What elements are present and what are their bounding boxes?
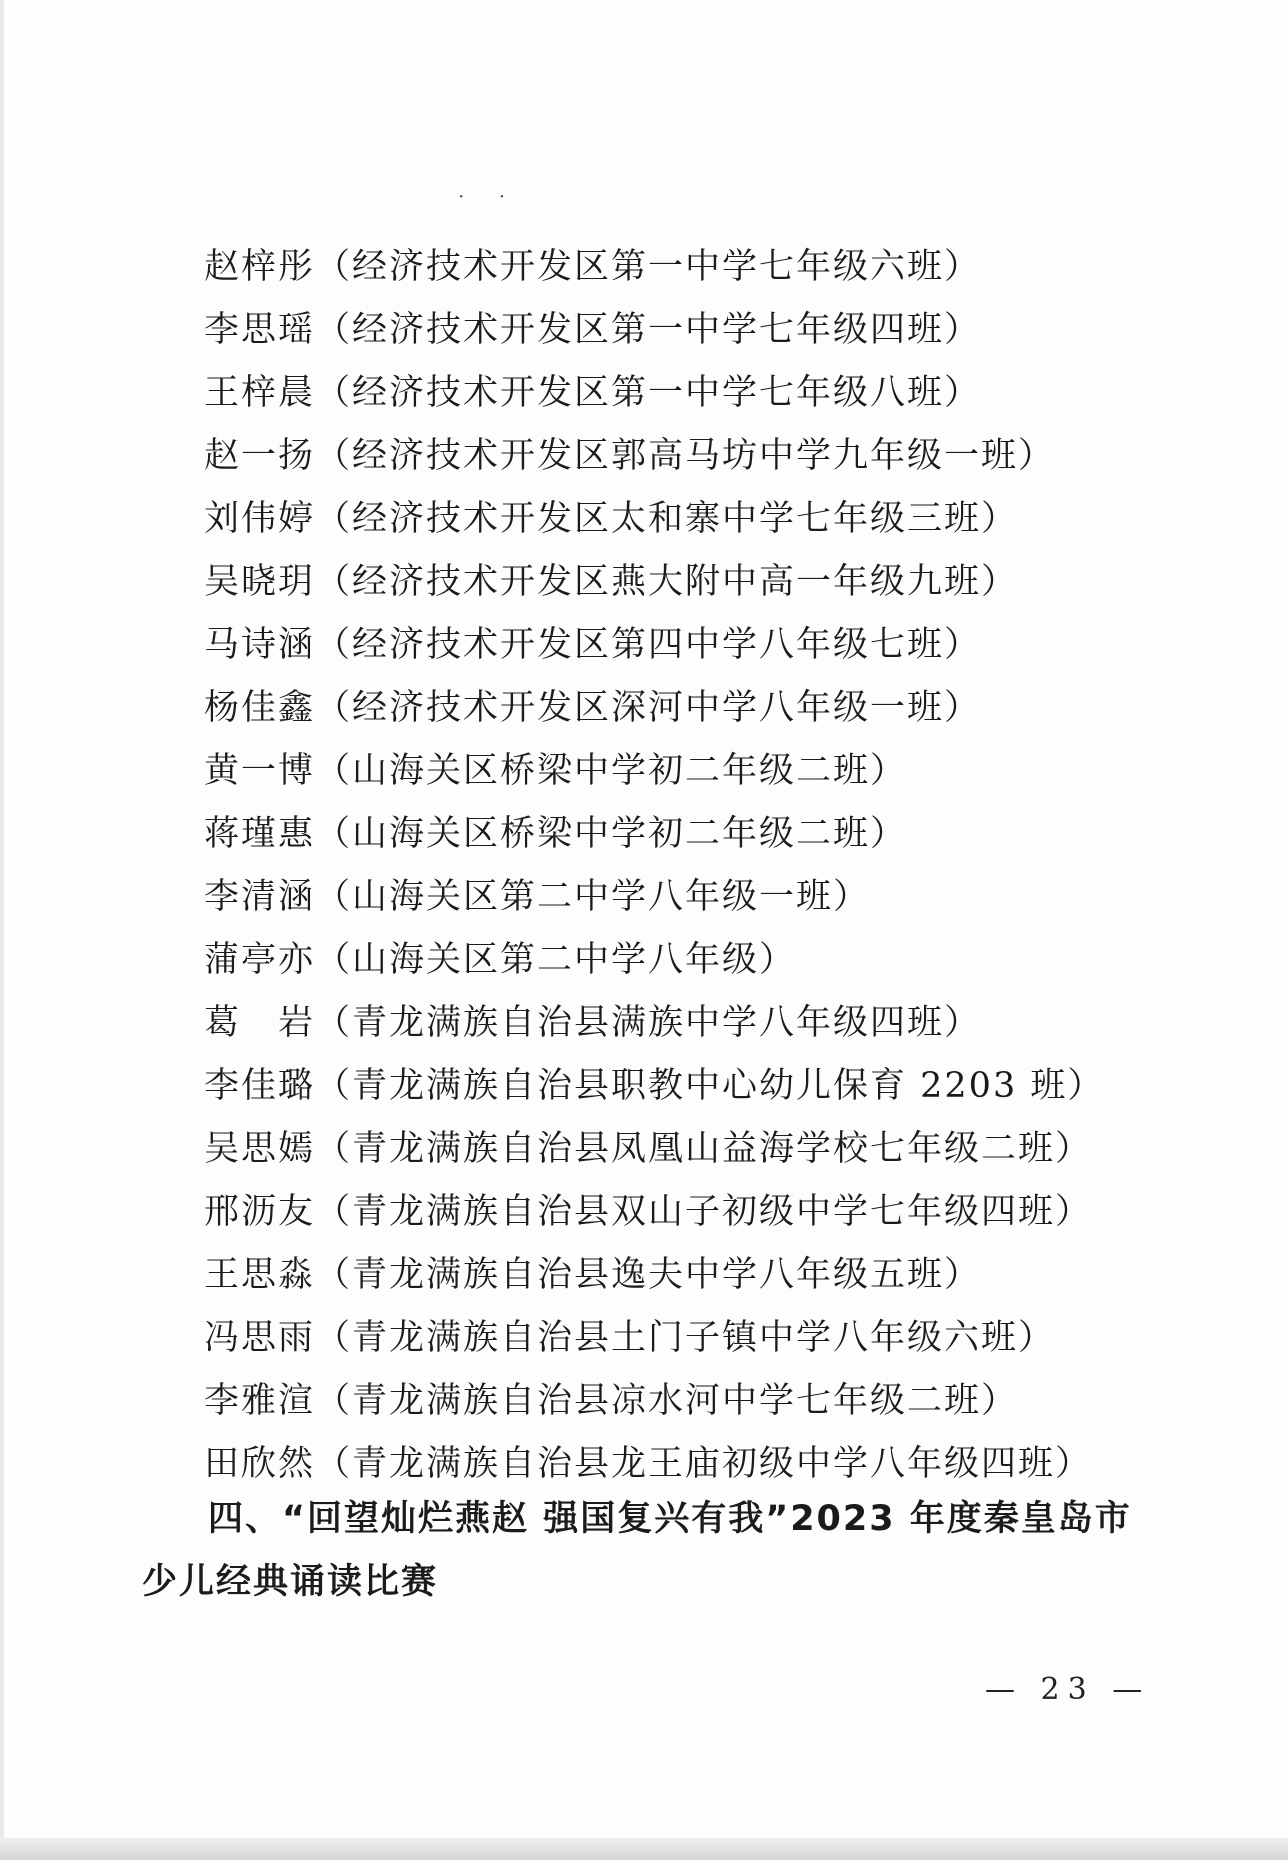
student-name: 赵一扬	[204, 436, 316, 476]
list-item	[204, 677, 1104, 740]
student-name: 冯思雨	[204, 1318, 316, 1358]
school-class: （经济技术开发区太和寨中学七年级三班）	[315, 499, 1019, 539]
student-name: 杨佳鑫	[204, 688, 316, 728]
list-item	[204, 236, 1104, 299]
school-class: （青龙满族自治县双山子初级中学七年级四班）	[315, 1192, 1093, 1232]
scan-bottom-edge	[0, 1838, 1288, 1860]
school-class: （山海关区桥梁中学初二年级二班）	[315, 814, 908, 854]
student-name: 蒲亭亦	[204, 940, 316, 980]
list-item	[204, 362, 1104, 425]
award-list	[204, 236, 1104, 1496]
list-item	[204, 425, 1104, 488]
section-heading: 四、“回望灿烂燕赵 强国复兴有我”2023 年度秦皇岛市少儿经典诵读比赛	[142, 1499, 1132, 1602]
list-item	[204, 992, 1104, 1055]
list-item	[204, 803, 1104, 866]
school-class: （青龙满族自治县逸夫中学八年级五班）	[315, 1255, 982, 1295]
student-name: 吴思嫣	[204, 1129, 316, 1169]
school-class: （青龙满族自治县满族中学八年级四班）	[315, 1003, 982, 1043]
school-class: （青龙满族自治县职教中心幼儿保育 2203 班）	[315, 1066, 1105, 1106]
student-name: 吴晓玥	[204, 562, 316, 602]
scan-mark: · ·	[458, 184, 520, 208]
school-class: （经济技术开发区第一中学七年级四班）	[315, 310, 982, 350]
student-name: 马诗涵	[204, 625, 316, 665]
list-item	[204, 866, 1104, 929]
list-item	[204, 1118, 1104, 1181]
school-class: （青龙满族自治县凤凰山益海学校七年级二班）	[315, 1129, 1093, 1169]
school-class: （山海关区第二中学八年级一班）	[315, 877, 871, 917]
list-item	[204, 551, 1104, 614]
student-name: 黄一博	[204, 751, 316, 791]
list-item	[204, 1307, 1104, 1370]
list-item	[204, 614, 1104, 677]
list-item	[204, 929, 1104, 992]
student-name: 王思淼	[204, 1255, 316, 1295]
school-class: （青龙满族自治县凉水河中学七年级二班）	[315, 1381, 1019, 1421]
student-name: 李思瑶	[204, 310, 316, 350]
list-item	[204, 1433, 1104, 1496]
student-name: 邢沥友	[204, 1192, 316, 1232]
list-item	[204, 1244, 1104, 1307]
school-class: （经济技术开发区深河中学八年级一班）	[315, 688, 982, 728]
school-class: （经济技术开发区第四中学八年级七班）	[315, 625, 982, 665]
school-class: （经济技术开发区第一中学七年级八班）	[315, 373, 982, 413]
list-item	[204, 488, 1104, 551]
student-name: 李清涵	[204, 877, 316, 917]
list-item	[204, 299, 1104, 362]
school-class: （经济技术开发区郭高马坊中学九年级一班）	[315, 436, 1056, 476]
student-name: 赵梓彤	[204, 247, 316, 287]
student-name: 王梓晨	[204, 373, 316, 413]
student-name: 田欣然	[204, 1444, 316, 1484]
school-class: （山海关区桥梁中学初二年级二班）	[315, 751, 908, 791]
list-item	[204, 740, 1104, 803]
scan-left-edge	[0, 0, 4, 1860]
school-class: （青龙满族自治县土门子镇中学八年级六班）	[315, 1318, 1056, 1358]
page-number: — 23 —	[985, 1672, 1151, 1707]
school-class: （经济技术开发区燕大附中高一年级九班）	[315, 562, 1019, 602]
list-item	[204, 1181, 1104, 1244]
list-item	[204, 1055, 1104, 1118]
student-name: 蒋瑾惠	[204, 814, 316, 854]
student-name: 葛 岩	[204, 1003, 316, 1043]
school-class: （青龙满族自治县龙王庙初级中学八年级四班）	[315, 1444, 1093, 1484]
student-name: 李佳璐	[204, 1066, 316, 1106]
student-name: 刘伟婷	[204, 499, 316, 539]
school-class: （经济技术开发区第一中学七年级六班）	[315, 247, 982, 287]
list-item	[204, 1370, 1104, 1433]
school-class: （山海关区第二中学八年级）	[315, 940, 797, 980]
student-name: 李雅渲	[204, 1381, 316, 1421]
